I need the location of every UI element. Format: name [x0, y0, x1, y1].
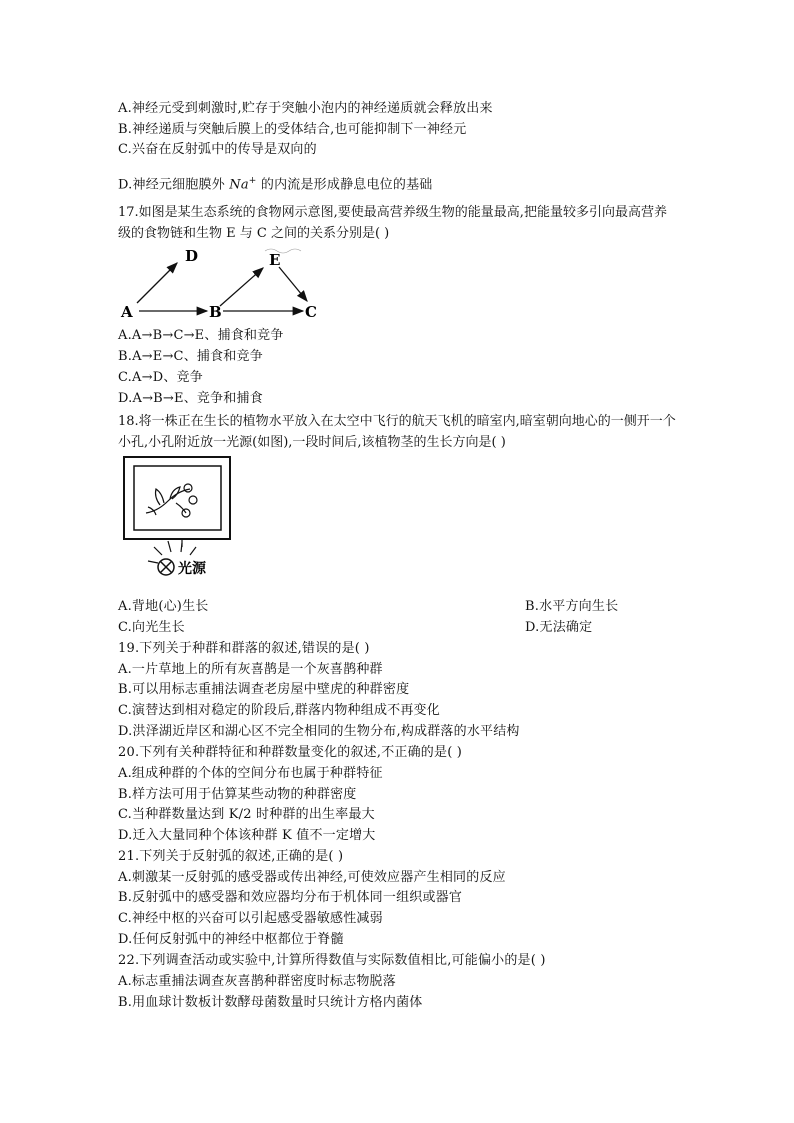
q21-option-a: A.刺激某一反射弧的感受器或传出神经,可使效应器产生相同的反应: [118, 870, 506, 885]
q19-option-a: A.一片草地上的所有灰喜鹊是一个灰喜鹊种群: [118, 662, 383, 677]
sodium-symbol: Na: [229, 177, 249, 193]
q21-option-d: D.任何反射弧中的神经中枢都位于脊髓: [118, 932, 344, 947]
q20-option-a: A.组成种群的个体的空间分布也属于种群特征: [118, 766, 383, 781]
light-rays-icon: [148, 541, 196, 563]
q22-option-a: A.标志重捕法调查灰喜鹊种群密度时标志物脱落: [118, 974, 396, 989]
q16-option-c: C.兴奋在反射弧中的传导是双向的: [118, 142, 317, 157]
q18-option-c: C.向光生长: [118, 620, 185, 635]
q17-option-c: C.A→D、竞争: [118, 370, 203, 385]
q17-option-a: A.A→B→C→E、捕食和竞争: [118, 328, 284, 343]
q17-stem: 17.如图是某生态系统的食物网示意图,要使最高营养级生物的能量最高,把能量较多引向最高营养级的食物链和生物 E 与 C 之间的关系分别是( ): [118, 205, 667, 241]
q18-option-a: A.背地(心)生长: [118, 599, 209, 614]
q22-option-b: B.用血球计数板计数酵母菌数量时只统计方格内菌体: [118, 995, 423, 1010]
node-b: B: [209, 303, 222, 321]
q17-option-d: D.A→B→E、竞争和捕食: [118, 391, 263, 406]
q16-option-a: A.神经元受到刺激时,贮存于突触小泡内的神经递质就会释放出来: [118, 101, 493, 116]
dark-room-diagram: [118, 455, 248, 583]
q20-option-b: B.样方法可用于估算某些动物的种群密度: [118, 787, 357, 802]
node-e: E: [269, 251, 281, 269]
q21-option-c: C.神经中枢的兴奋可以引起感受器敏感性减弱: [118, 911, 383, 926]
node-d: D: [185, 247, 199, 265]
node-a: A: [121, 303, 133, 321]
sodium-charge: +: [248, 176, 257, 186]
q16-option-d-prefix: D.神经元细胞膜外: [118, 177, 225, 193]
q21-option-b: B.反射弧中的感受器和效应器均分布于机体同一组织或器官: [118, 890, 463, 905]
q18-stem: 18.将一株正在生长的植物水平放入在太空中飞行的航天飞机的暗室内,暗室朝向地心的一侧开一个小孔,小孔附近放一光源(如图),一段时间后,该植物茎的生长方向是( ): [118, 414, 676, 450]
q16-option-d: [118, 172, 432, 194]
q20-stem: 20.下列有关种群特征和种群数量变化的叙述,不正确的是( ): [118, 745, 463, 760]
q18-option-d: D.无法确定: [525, 620, 593, 635]
q16-option-d-suffix: 的内流是形成静息电位的基础: [260, 177, 433, 193]
q20-option-d: D.迁入大量同种个体该种群 K 值不一定增大: [118, 828, 376, 843]
plant-icon: [146, 484, 197, 517]
node-c: C: [305, 303, 317, 321]
food-web-diagram: [115, 243, 330, 325]
q17-option-b: B.A→E→C、捕食和竞争: [118, 349, 263, 364]
q19-stem: 19.下列关于种群和群落的叙述,错误的是( ): [118, 641, 370, 656]
q22-stem: 22.下列调查活动或实验中,计算所得数值与实际数值相比,可能偏小的是( ): [118, 953, 546, 968]
q18-option-b: B.水平方向生长: [525, 599, 619, 614]
q19-option-d: D.洪泽湖近岸区和湖心区不完全相同的生物分布,构成群落的水平结构: [118, 724, 520, 739]
light-source-label: 光源: [178, 561, 206, 577]
light-source-icon: [158, 559, 174, 575]
q16-option-b: B.神经递质与突触后膜上的受体结合,也可能抑制下一神经元: [118, 122, 467, 137]
q20-option-c: C.当种群数量达到 K/2 时种群的出生率最大: [118, 807, 375, 822]
q21-stem: 21.下列关于反射弧的叙述,正确的是( ): [118, 849, 344, 864]
q19-option-b: B.可以用标志重捕法调查老房屋中壁虎的种群密度: [118, 682, 410, 697]
q19-option-c: C.演替达到相对稳定的阶段后,群落内物种组成不再变化: [118, 703, 440, 718]
